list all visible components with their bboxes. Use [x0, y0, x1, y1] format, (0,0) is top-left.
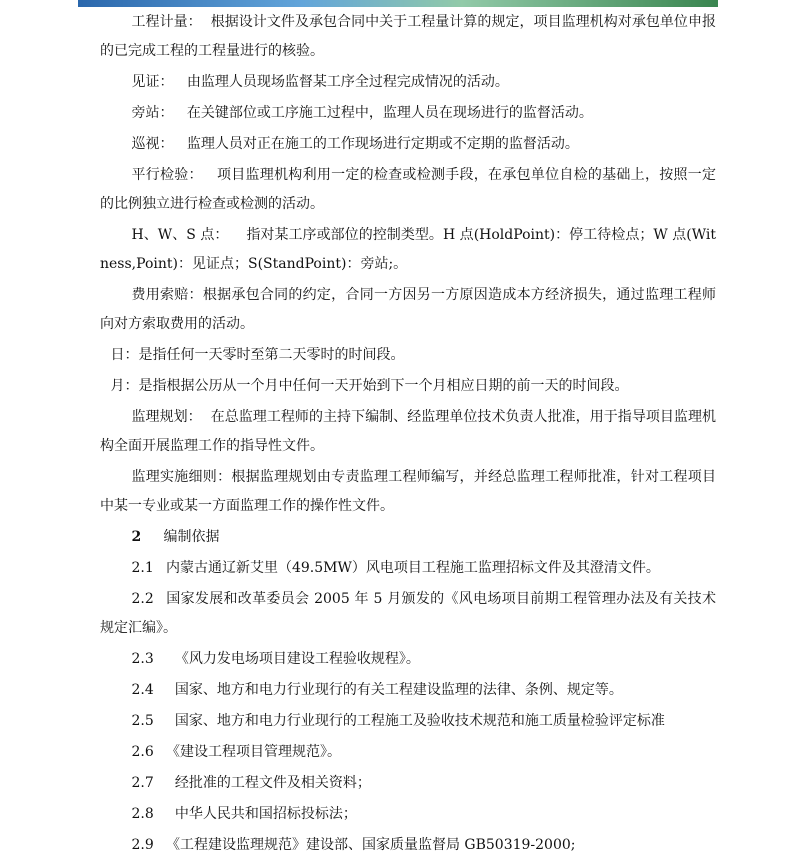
item-text: 国家、地方和电力行业现行的有关工程建设监理的法律、条例、规定等。: [174, 682, 623, 698]
item-number: 2.4: [131, 682, 154, 698]
definition-text: 监理人员对正在施工的工作现场进行定期或不定期的监督活动。: [186, 136, 579, 152]
list-item: [100, 738, 716, 767]
list-item: [100, 554, 716, 583]
list-item: [100, 585, 716, 643]
definition-paragraph: [100, 161, 716, 219]
definition-text: 项目监理机构利用一定的检查或检测手段，在承包单位自检的基础上，按照一定的比例独立进行检查或检测的活动。: [100, 167, 717, 212]
definition-paragraph: [100, 341, 716, 370]
definition-term: 巡视：: [131, 136, 174, 152]
definition-term: 监理实施细则：: [131, 469, 232, 485]
definition-paragraph: [100, 221, 716, 279]
item-text: 内蒙古通辽新艾里（49.5MW）风电项目工程施工监理招标文件及其澄清文件。: [165, 560, 660, 576]
definition-term: 日：: [110, 347, 139, 363]
definition-term: 费用索赔：: [131, 287, 203, 303]
definition-paragraph: [100, 130, 716, 159]
item-text: 《风力发电场项目建设工程验收规程》。: [174, 651, 420, 667]
definition-paragraph: [100, 68, 716, 97]
definition-paragraph: [100, 403, 716, 461]
definition-text: 根据承包合同的约定，合同一方因另一方原因造成本方经济损失，通过监理工程师向对方索取费用的活动。: [100, 287, 716, 332]
definition-term: 见证：: [131, 74, 174, 90]
item-number: 2.9: [131, 837, 154, 853]
item-number: 2.2: [131, 591, 154, 607]
definition-text: 是指根据公历从一个月中任何一天开始到下一个月相应日期的前一天的时间段。: [138, 378, 629, 394]
document-page: [100, 8, 716, 860]
item-text: 《工程建设监理规范》建设部、国家质量监督局 GB50319-2000;: [165, 837, 576, 853]
definition-text: 是指任何一天零时至第二天零时的时间段。: [138, 347, 405, 363]
item-number: 2.1: [131, 560, 154, 576]
list-item: [100, 645, 716, 674]
definition-text: 在总监理工程师的主持下编制、经监理单位技术负责人批准，用于指导项目监理机构全面开展监理工作的指导性文件。: [100, 409, 717, 454]
list-item: [100, 769, 716, 798]
header-decoration-band: [78, 0, 718, 7]
definition-paragraph: [100, 8, 716, 66]
definition-text: 根据设计文件及承包合同中关于工程量计算的规定，项目监理机构对承包单位申报的已完成工程的工程量进行的核验。: [100, 14, 717, 59]
item-text: 《建设工程项目管理规范》。: [165, 744, 341, 760]
definition-term: 平行检验：: [131, 167, 203, 183]
definition-paragraph: [100, 281, 716, 339]
definition-term: 工程计量：: [131, 14, 202, 30]
item-text: 国家、地方和电力行业现行的工程施工及验收技术规范和施工质量检验评定标准: [174, 713, 665, 729]
list-item: [100, 800, 716, 829]
item-text: 中华人民共和国招标投标法；: [174, 806, 357, 822]
list-item: [100, 707, 716, 736]
list-item: [100, 831, 716, 860]
definition-paragraph: [100, 463, 716, 521]
definition-text: 根据监理规划由专责监理工程师编写，并经总监理工程师批准，针对工程项目中某一专业或某一方面监理工作的操作性文件。: [100, 469, 717, 514]
item-number: 2.6: [131, 744, 154, 760]
definition-term: H、W、S 点：: [131, 227, 229, 243]
definition-term: 月：: [110, 378, 139, 394]
definition-text: 由监理人员现场监督某工序全过程完成情况的活动。: [186, 74, 509, 90]
item-number: 2.7: [131, 775, 154, 791]
definition-text: 指对某工序或部位的控制类型。H 点(HoldPoint)：停工待检点；W 点(Witness,Point)：见证点；S(StandPoint)：旁站;。: [100, 227, 716, 272]
item-number: 2.5: [131, 713, 154, 729]
definition-paragraph: [100, 372, 716, 401]
section-title: 编制依据: [163, 529, 220, 545]
definition-term: 旁站：: [131, 105, 174, 121]
section-heading: [100, 523, 716, 552]
section-number: 2: [131, 529, 142, 545]
list-item: [100, 676, 716, 705]
definition-paragraph: [100, 99, 716, 128]
item-number: 2.8: [131, 806, 154, 822]
definition-term: 监理规划：: [131, 409, 202, 425]
definition-text: 在关键部位或工序施工过程中，监理人员在现场进行的监督活动。: [186, 105, 593, 121]
item-number: 2.3: [131, 651, 154, 667]
item-text: 经批准的工程文件及相关资料；: [174, 775, 371, 791]
item-text: 国家发展和改革委员会 2005 年 5 月颁发的《风电场项目前期工程管理办法及有关技术规定汇编》。: [100, 591, 716, 636]
